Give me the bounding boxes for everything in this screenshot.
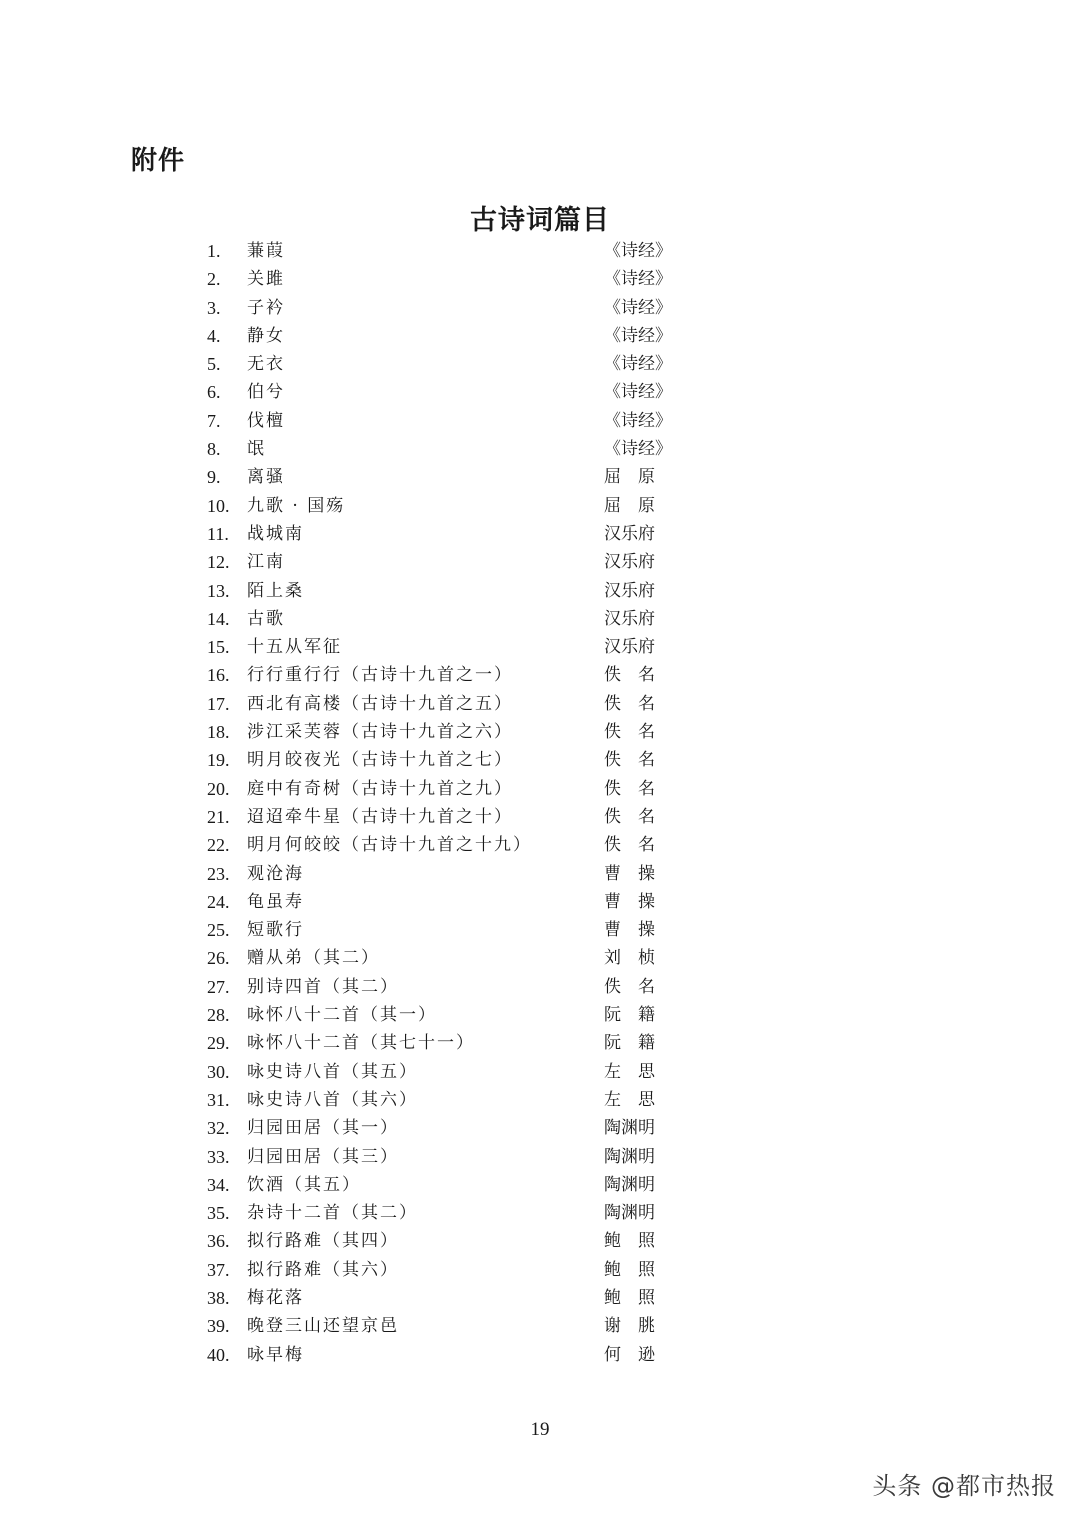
entry-number: 21.	[207, 806, 230, 827]
list-item	[0, 237, 1080, 265]
entry-number: 7.	[207, 410, 221, 431]
entry-title: 涉江采芙蓉（古诗十九首之六）	[247, 722, 513, 743]
entry-author: 陶渊明	[604, 1203, 655, 1224]
list-item	[0, 548, 1080, 576]
entry-number: 12.	[207, 552, 230, 573]
entry-author: 鲍 照	[604, 1287, 655, 1308]
entry-number: 6.	[207, 382, 221, 403]
list-item	[0, 294, 1080, 322]
entry-number: 33.	[207, 1146, 230, 1167]
entry-number: 39.	[207, 1316, 230, 1337]
entry-author: 《诗经》	[604, 325, 672, 346]
list-item	[0, 1171, 1080, 1199]
entry-number: 8.	[207, 439, 221, 460]
entry-number: 1.	[207, 241, 221, 261]
entry-author: 陶渊明	[604, 1118, 655, 1139]
entry-number: 30.	[207, 1061, 230, 1082]
list-item	[0, 1058, 1080, 1086]
entry-author: 左 思	[604, 1089, 655, 1110]
entry-number: 23.	[207, 863, 230, 884]
entry-number: 35.	[207, 1203, 230, 1224]
list-item	[0, 520, 1080, 548]
entry-number: 40.	[207, 1344, 230, 1365]
entry-title: 咏怀八十二首（其七十一）	[247, 1033, 475, 1054]
entry-title: 蒹葭	[247, 241, 285, 261]
entry-author: 汉乐府	[604, 608, 655, 629]
entry-title: 梅花落	[247, 1287, 304, 1308]
entry-number: 17.	[207, 693, 230, 714]
entry-number: 38.	[207, 1287, 230, 1308]
entry-author: 佚 名	[604, 665, 655, 686]
entry-number: 14.	[207, 608, 230, 629]
poem-list	[0, 237, 1080, 1369]
entry-author: 佚 名	[604, 693, 655, 714]
entry-title: 咏怀八十二首（其一）	[247, 1005, 437, 1026]
entry-title: 赠从弟（其二）	[247, 948, 380, 969]
entry-title: 晚登三山还望京邑	[247, 1316, 399, 1337]
page-number: 19	[530, 1419, 550, 1440]
entry-number: 9.	[207, 467, 221, 488]
entry-number: 20.	[207, 778, 230, 799]
list-item	[0, 605, 1080, 633]
entry-title: 战城南	[247, 523, 304, 544]
entry-number: 31.	[207, 1089, 230, 1110]
entry-author: 谢 朓	[604, 1316, 655, 1337]
entry-number: 13.	[207, 580, 230, 601]
list-item	[0, 860, 1080, 888]
entry-title: 拟行路难（其六）	[247, 1259, 399, 1280]
list-item	[0, 1341, 1080, 1369]
entry-number: 22.	[207, 835, 230, 856]
entry-title: 迢迢牵牛星（古诗十九首之十）	[247, 806, 513, 827]
entry-title: 关雎	[247, 269, 285, 290]
entry-author: 汉乐府	[604, 580, 655, 601]
entry-author: 佚 名	[604, 722, 655, 743]
entry-title: 明月何皎皎（古诗十九首之十九）	[247, 835, 532, 856]
entry-author: 陶渊明	[604, 1174, 655, 1195]
list-item	[0, 378, 1080, 406]
entry-number: 28.	[207, 1005, 230, 1026]
entry-author: 曹 操	[604, 920, 655, 941]
entry-author: 汉乐府	[604, 552, 655, 573]
entry-author: 左 思	[604, 1061, 655, 1082]
watermark: 头条 @都市热报	[872, 1472, 1056, 1500]
entry-title: 江南	[247, 552, 285, 573]
entry-title: 九歌 · 国殇	[247, 495, 346, 516]
entry-title: 别诗四首（其二）	[247, 976, 399, 997]
list-item	[0, 1199, 1080, 1227]
entry-title: 伐檀	[247, 410, 285, 431]
entry-number: 18.	[207, 722, 230, 743]
list-item	[0, 803, 1080, 831]
attachment-label: 附件	[131, 146, 186, 176]
list-item	[0, 463, 1080, 491]
entry-number: 19.	[207, 750, 230, 771]
entry-title: 伯兮	[247, 382, 285, 403]
entry-number: 32.	[207, 1118, 230, 1139]
list-item	[0, 633, 1080, 661]
entry-number: 10.	[207, 495, 230, 516]
list-item	[0, 407, 1080, 435]
list-item	[0, 944, 1080, 972]
list-item	[0, 916, 1080, 944]
list-item	[0, 888, 1080, 916]
list-item	[0, 435, 1080, 463]
entry-author: 阮 籍	[604, 1005, 655, 1026]
entry-number: 36.	[207, 1231, 230, 1252]
entry-author: 汉乐府	[604, 637, 655, 658]
entry-author: 刘 桢	[604, 948, 655, 969]
entry-title: 杂诗十二首（其二）	[247, 1203, 418, 1224]
entry-author: 《诗经》	[604, 410, 672, 431]
list-item	[0, 1029, 1080, 1057]
entry-author: 鲍 照	[604, 1259, 655, 1280]
entry-title: 明月皎夜光（古诗十九首之七）	[247, 750, 513, 771]
entry-title: 归园田居（其三）	[247, 1146, 399, 1167]
entry-number: 2.	[207, 269, 221, 290]
entry-author: 佚 名	[604, 835, 655, 856]
entry-author: 陶渊明	[604, 1146, 655, 1167]
entry-author: 佚 名	[604, 976, 655, 997]
entry-title: 离骚	[247, 467, 285, 488]
list-item	[0, 661, 1080, 689]
entry-title: 观沧海	[247, 863, 304, 884]
entry-author: 《诗经》	[604, 269, 672, 290]
entry-title: 子衿	[247, 297, 285, 318]
entry-author: 《诗经》	[604, 241, 672, 261]
list-item	[0, 831, 1080, 859]
list-item	[0, 1312, 1080, 1340]
entry-title: 咏史诗八首（其五）	[247, 1061, 418, 1082]
entry-number: 29.	[207, 1033, 230, 1054]
entry-title: 咏史诗八首（其六）	[247, 1089, 418, 1110]
list-item	[0, 1284, 1080, 1312]
entry-number: 25.	[207, 920, 230, 941]
entry-title: 归园田居（其一）	[247, 1118, 399, 1139]
entry-number: 5.	[207, 354, 221, 375]
entry-author: 屈 原	[604, 495, 655, 516]
list-item	[0, 1227, 1080, 1255]
entry-number: 24.	[207, 891, 230, 912]
entry-number: 15.	[207, 637, 230, 658]
entry-author: 曹 操	[604, 863, 655, 884]
list-item	[0, 690, 1080, 718]
list-item	[0, 1001, 1080, 1029]
list-item	[0, 1256, 1080, 1284]
entry-author: 何 逊	[604, 1344, 655, 1365]
entry-author: 《诗经》	[604, 354, 672, 375]
list-item	[0, 350, 1080, 378]
entry-title: 短歌行	[247, 920, 304, 941]
list-item	[0, 746, 1080, 774]
list-item	[0, 492, 1080, 520]
entry-number: 4.	[207, 325, 221, 346]
entry-title: 龟虽寿	[247, 891, 304, 912]
entry-title: 饮酒（其五）	[247, 1174, 361, 1195]
list-item	[0, 1086, 1080, 1114]
entry-title: 庭中有奇树（古诗十九首之九）	[247, 778, 513, 799]
entry-title: 行行重行行（古诗十九首之一）	[247, 665, 513, 686]
entry-number: 27.	[207, 976, 230, 997]
entry-number: 34.	[207, 1174, 230, 1195]
entry-number: 3.	[207, 297, 221, 318]
entry-title: 十五从军征	[247, 637, 342, 658]
entry-title: 拟行路难（其四）	[247, 1231, 399, 1252]
entry-number: 11.	[207, 523, 229, 544]
entry-author: 《诗经》	[604, 382, 672, 403]
entry-author: 汉乐府	[604, 523, 655, 544]
page-title: 古诗词篇目	[470, 205, 610, 236]
entry-author: 《诗经》	[604, 297, 672, 318]
entry-author: 鲍 照	[604, 1231, 655, 1252]
list-item	[0, 775, 1080, 803]
entry-number: 16.	[207, 665, 230, 686]
entry-author: 佚 名	[604, 778, 655, 799]
entry-title: 无衣	[247, 354, 285, 375]
list-item	[0, 265, 1080, 293]
list-item	[0, 718, 1080, 746]
entry-title: 西北有高楼（古诗十九首之五）	[247, 693, 513, 714]
list-item	[0, 322, 1080, 350]
entry-title: 陌上桑	[247, 580, 304, 601]
entry-number: 37.	[207, 1259, 230, 1280]
entry-author: 佚 名	[604, 806, 655, 827]
list-item	[0, 577, 1080, 605]
list-item	[0, 973, 1080, 1001]
entry-title: 古歌	[247, 608, 285, 629]
entry-author: 佚 名	[604, 750, 655, 771]
entry-title: 氓	[247, 439, 266, 460]
entry-title: 咏早梅	[247, 1344, 304, 1365]
entry-author: 屈 原	[604, 467, 655, 488]
list-item	[0, 1114, 1080, 1142]
entry-title: 静女	[247, 325, 285, 346]
entry-author: 阮 籍	[604, 1033, 655, 1054]
entry-author: 曹 操	[604, 891, 655, 912]
entry-author: 《诗经》	[604, 439, 672, 460]
list-item	[0, 1143, 1080, 1171]
entry-number: 26.	[207, 948, 230, 969]
